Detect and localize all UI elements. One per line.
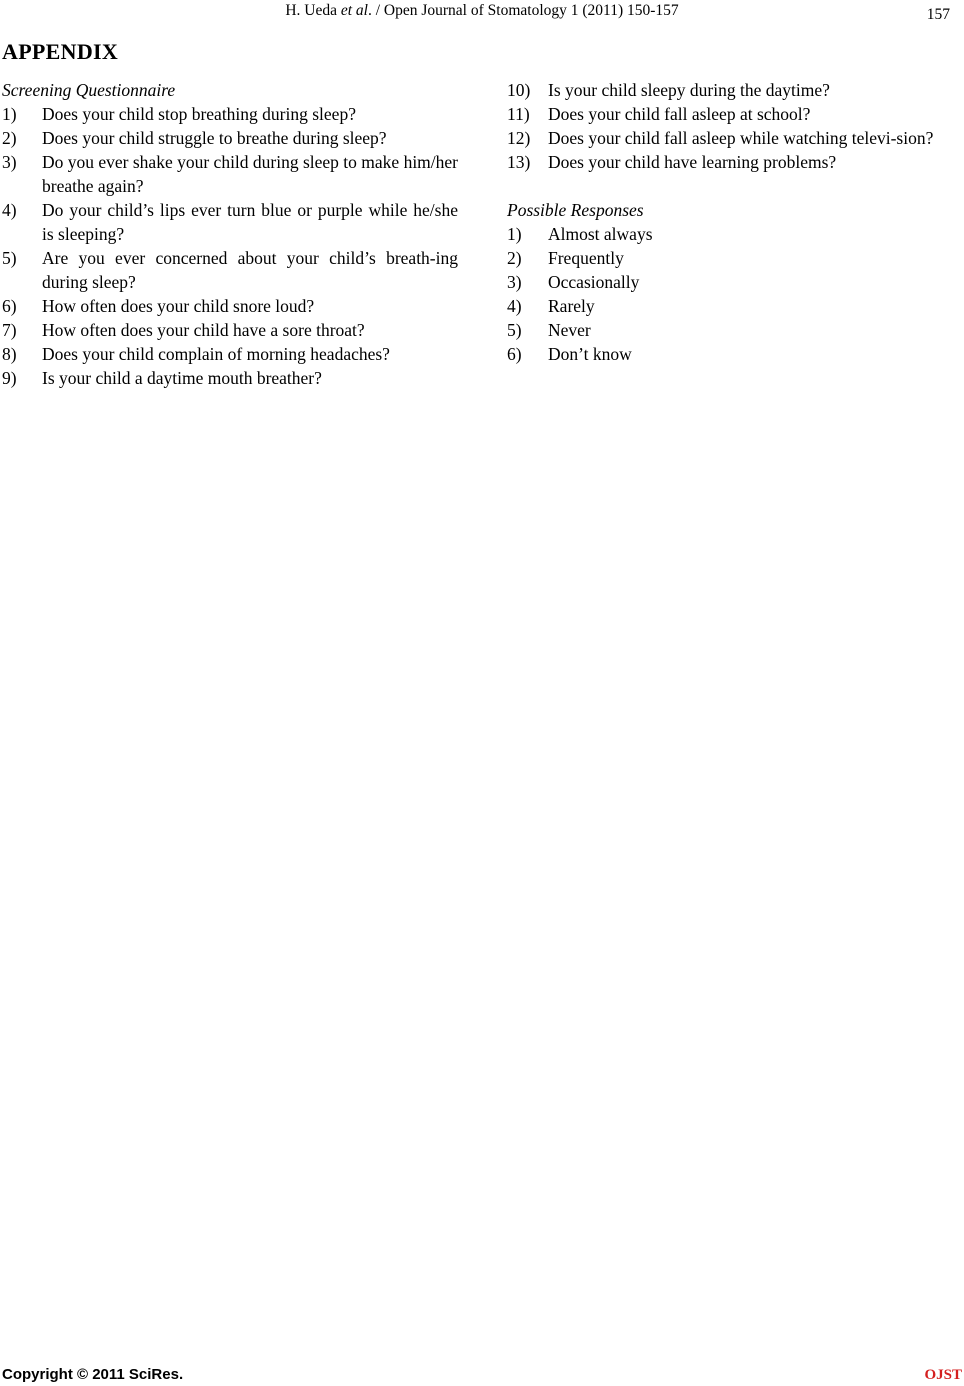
left-column: [2, 78, 458, 390]
response-number: 6): [507, 344, 522, 364]
question-text: Are you ever concerned about your child’s breath-ing during sleep?: [42, 248, 458, 292]
responses-label: Possible Responses: [507, 200, 644, 220]
question-number: 5): [2, 248, 17, 268]
question-item: [507, 150, 963, 174]
question-item: [2, 102, 458, 126]
header-authors: H. Ueda: [285, 2, 337, 19]
response-text: Don’t know: [548, 344, 632, 364]
response-item: [507, 222, 963, 246]
question-item: [2, 246, 458, 294]
response-item: [507, 270, 963, 294]
question-text: Do you ever shake your child during sleep to make him/her breathe again?: [42, 152, 459, 196]
question-item: [2, 318, 458, 342]
response-number: 4): [507, 296, 522, 316]
question-text: How often does your child have a sore throat?: [42, 320, 365, 340]
question-text: Does your child struggle to breathe during sleep?: [42, 128, 387, 148]
question-number: 10): [507, 80, 531, 100]
questionnaire-label: Screening Questionnaire: [2, 80, 176, 100]
question-text: Does your child fall asleep while watching televi-sion?: [548, 128, 934, 148]
right-column: [507, 78, 963, 366]
question-number: 8): [2, 344, 17, 364]
question-text: How often does your child snore loud?: [42, 296, 315, 316]
citation-line: [0, 2, 964, 20]
question-item: [2, 150, 458, 198]
question-item: [2, 126, 458, 150]
footer-journal-abbrev: OJST: [924, 1367, 962, 1383]
question-number: 2): [2, 128, 17, 148]
section-spacer: [507, 174, 963, 198]
question-item: [2, 198, 458, 246]
question-item: [507, 126, 963, 150]
response-text: Frequently: [548, 248, 624, 268]
running-header: [0, 2, 964, 26]
question-text: Do your child’s lips ever turn blue or purple while he/she is sleeping?: [42, 200, 458, 244]
question-number: 6): [2, 296, 17, 316]
question-number: 9): [2, 368, 17, 388]
question-number: 12): [507, 128, 531, 148]
question-number: 4): [2, 200, 17, 220]
question-text: Is your child a daytime mouth breather?: [42, 368, 322, 388]
response-number: 2): [507, 248, 522, 268]
appendix-heading: APPENDIX: [2, 39, 119, 64]
page-number: 157: [926, 6, 950, 23]
question-number: 1): [2, 104, 17, 124]
question-item: [2, 342, 458, 366]
response-text: Almost always: [548, 224, 653, 244]
response-item: [507, 294, 963, 318]
question-number: 13): [507, 152, 531, 172]
response-text: Rarely: [548, 296, 595, 316]
question-item: [507, 78, 963, 102]
header-etal: et al: [340, 2, 368, 19]
header-citation: . / Open Journal of Stomatology 1 (2011) 150-157: [367, 2, 679, 19]
question-number: 7): [2, 320, 17, 340]
question-text: Is your child sleepy during the daytime?: [548, 80, 830, 100]
response-item: [507, 342, 963, 366]
question-item: [2, 294, 458, 318]
response-item: [507, 318, 963, 342]
response-number: 1): [507, 224, 522, 244]
question-item: [507, 102, 963, 126]
question-text: Does your child stop breathing during sleep?: [42, 104, 356, 124]
question-text: Does your child fall asleep at school?: [548, 104, 811, 124]
response-text: Occasionally: [548, 272, 640, 292]
question-item: [2, 366, 458, 390]
response-item: [507, 246, 963, 270]
question-number: 3): [2, 152, 17, 172]
question-number: 11): [507, 104, 530, 124]
footer-copyright: Copyright © 2011 SciRes.: [2, 1366, 184, 1383]
response-number: 3): [507, 272, 522, 292]
response-number: 5): [507, 320, 522, 340]
question-text: Does your child complain of morning headaches?: [42, 344, 390, 364]
question-text: Does your child have learning problems?: [548, 152, 837, 172]
response-text: Never: [548, 320, 591, 340]
